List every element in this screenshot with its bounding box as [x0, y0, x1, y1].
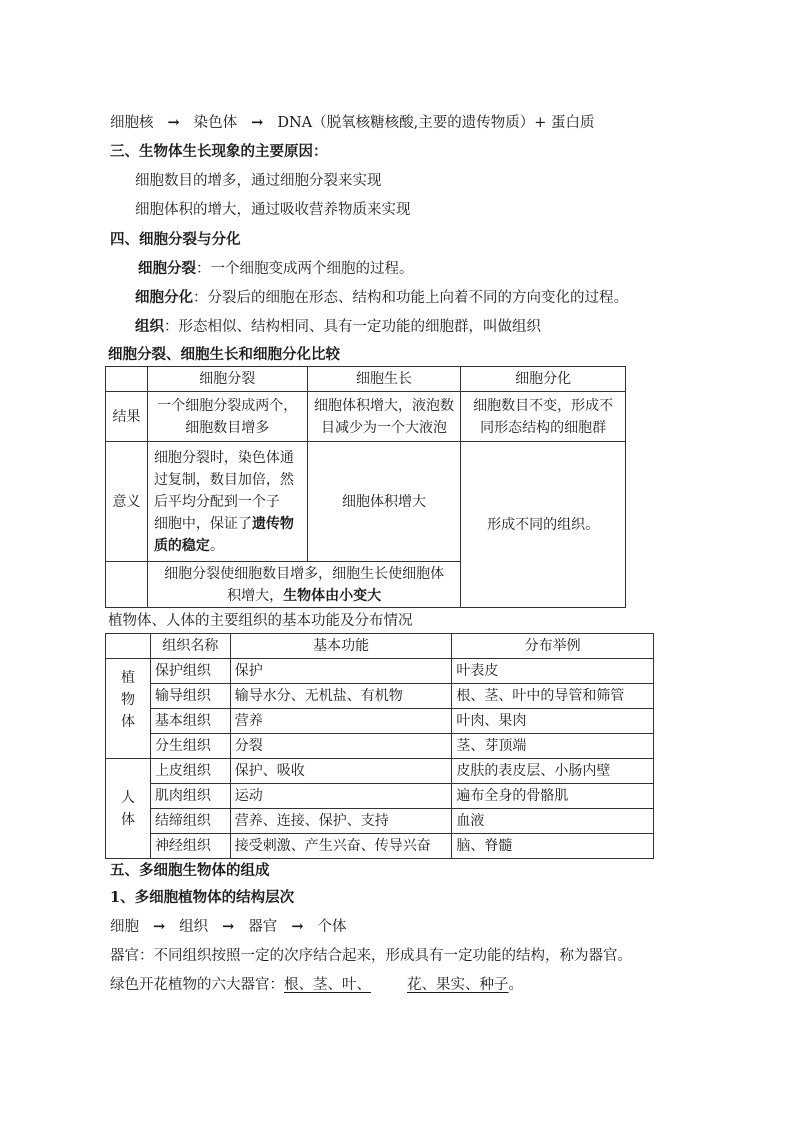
chain-organ: 器官	[248, 919, 278, 935]
six-organs	[110, 975, 523, 995]
chain-chromosome: 染色体	[193, 115, 238, 131]
tissue-function: 运动	[230, 784, 452, 809]
tissue-distribution: 血液	[452, 809, 654, 834]
label-char: 体	[120, 811, 135, 828]
heading-3: 三、生物体生长现象的主要原因：	[110, 143, 328, 160]
organs-vegetative: 根、茎、叶、	[284, 977, 371, 993]
header-distribution: 分布举例	[452, 634, 654, 659]
label-char: 植	[120, 670, 135, 686]
row-label-meaning: 意义	[106, 442, 148, 562]
label-char: 体	[120, 714, 135, 730]
header-function: 基本功能	[230, 634, 452, 659]
cell-meaning-differentiation: 形成不同的组织。	[461, 442, 626, 608]
header-division: 细胞分裂	[147, 367, 307, 392]
cell-line: 细胞数目不变，形成不	[473, 397, 614, 414]
cell-meaning-division	[147, 442, 307, 562]
cell-text: 细胞中，保证了	[153, 515, 252, 532]
tissue-distribution: 茎、芽顶端	[452, 734, 654, 759]
definition-organ: 器官：不同组织按照一定的次序结合起来，形成具有一定功能的结构，称为器官。	[110, 948, 632, 964]
arrow-icon: →	[222, 918, 235, 935]
tissue-name: 上皮组织	[150, 759, 230, 784]
cell-result-division	[147, 392, 307, 442]
cell-result-growth	[307, 392, 461, 442]
label-char: 人	[120, 789, 135, 806]
human-group-label	[106, 759, 151, 859]
tissue-function: 营养、连接、保护、支持	[230, 809, 452, 834]
heading-4: 四、细胞分裂与分化	[110, 231, 241, 248]
comparison-table	[105, 366, 626, 608]
cell-text: 积增大，	[227, 587, 284, 604]
term-division: 细胞分裂	[138, 260, 196, 277]
tissue-name: 神经组织	[150, 834, 230, 859]
chain-nucleus: 细胞核	[110, 115, 154, 131]
header-growth: 细胞生长	[307, 367, 461, 392]
header-tissue-name: 组织名称	[150, 634, 230, 659]
tissue-function: 营养	[230, 709, 452, 734]
tissue-distribution: 根、茎、叶中的导管和筛管	[452, 684, 654, 709]
tissue-distribution: 叶肉、果肉	[452, 709, 654, 734]
plant-group-label	[106, 659, 151, 759]
cell-blank	[106, 562, 148, 608]
cell-result-differentiation	[461, 392, 626, 442]
chain-cell: 细胞	[110, 919, 139, 935]
label-char: 物	[120, 692, 135, 708]
header-blank	[106, 367, 148, 392]
cell-line: 一个细胞分裂成两个，	[157, 397, 298, 414]
tissue-function: 输导水分、无机盐、有机物	[230, 684, 452, 709]
growth-reason-1: 细胞数目的增多，通过细胞分裂来实现	[135, 173, 382, 189]
cell-line: 细胞分裂使细胞数目增多，细胞生长使细胞体	[164, 565, 445, 582]
definition-differentiation-text: ：分裂后的细胞在形态、结构和功能上向着不同的方向变化的过程。	[193, 290, 628, 306]
comparison-title: 细胞分裂、细胞生长和细胞分化比较	[108, 346, 340, 363]
cell-text: 。	[209, 537, 224, 554]
cell-meaning-growth: 细胞体积增大	[307, 442, 461, 562]
definition-differentiation	[135, 288, 628, 308]
definition-division	[138, 259, 414, 279]
arrow-icon: →	[167, 114, 180, 131]
six-organs-prefix: 绿色开花植物的六大器官：	[110, 977, 284, 993]
cell-text-bold: 质的稳定	[153, 537, 210, 554]
cell-line: 细胞体积增大，液泡数	[313, 397, 454, 414]
definition-tissue-text: ：形态相似、结构相同、具有一定功能的细胞群，叫做组织	[164, 319, 541, 335]
definition-tissue	[135, 317, 541, 337]
tissue-name: 保护组织	[150, 659, 230, 684]
tissue-table	[105, 633, 654, 859]
six-organs-end: 。	[508, 977, 523, 993]
heading-5-1: 1、多细胞植物体的结构层次	[110, 889, 295, 906]
cell-line: 目减少为一个大液泡	[320, 419, 447, 436]
term-tissue: 组织	[135, 318, 164, 335]
tissue-distribution: 皮肤的表皮层、小肠内壁	[452, 759, 654, 784]
definition-division-text: ：一个细胞变成两个细胞的过程。	[196, 261, 414, 277]
cell-line: 同形态结构的细胞群	[480, 419, 607, 436]
heading-5: 五、多细胞生物体的组成	[110, 862, 270, 879]
arrow-icon: →	[153, 918, 166, 935]
cell-line: 细胞分裂时，染色体通	[153, 449, 294, 466]
tissue-distribution: 遍布全身的骨骼肌	[452, 784, 654, 809]
chain-nucleus-line	[110, 113, 594, 133]
chain-dna: DNA（脱氧核糖核酸,主要的遗传物质）+ 蛋白质	[277, 115, 595, 131]
tissue-function: 保护	[230, 659, 452, 684]
cell-line	[152, 585, 456, 607]
chain-tissue: 组织	[179, 919, 209, 935]
row-label-result: 结果	[106, 392, 148, 442]
tissue-distribution: 叶表皮	[452, 659, 654, 684]
tissue-table-title: 植物体、人体的主要组织的基本功能及分布情况	[108, 613, 413, 629]
cell-text-bold: 遗传物	[251, 515, 294, 532]
tissue-name: 基本组织	[150, 709, 230, 734]
tissue-function: 保护、吸收	[230, 759, 452, 784]
cell-text-bold: 生物体由小变大	[283, 587, 382, 604]
header-blank	[106, 634, 151, 659]
cell-line: 过复制，数目加倍，然	[153, 471, 294, 488]
tissue-function: 分裂	[230, 734, 452, 759]
term-differentiation: 细胞分化	[135, 289, 193, 306]
header-differentiation: 细胞分化	[461, 367, 626, 392]
cell-line	[154, 513, 303, 535]
tissue-name: 分生组织	[150, 734, 230, 759]
growth-reason-2: 细胞体积的增大，通过吸收营养物质来实现	[135, 202, 411, 218]
cell-meaning-combined	[147, 562, 460, 608]
tissue-function: 接受刺激、产生兴奋、传导兴奋	[230, 834, 452, 859]
chain-individual: 个体	[317, 919, 347, 935]
structure-chain	[110, 917, 346, 937]
tissue-name: 结缔组织	[150, 809, 230, 834]
tissue-name: 肌肉组织	[150, 784, 230, 809]
tissue-distribution: 脑、脊髓	[452, 834, 654, 859]
cell-line: 后平均分配到一个子	[153, 493, 280, 510]
cell-line	[154, 535, 303, 557]
tissue-name: 输导组织	[150, 684, 230, 709]
arrow-icon: →	[291, 918, 304, 935]
arrow-icon: →	[251, 114, 264, 131]
cell-line: 细胞数目增多	[185, 419, 270, 436]
organs-reproductive: 花、果实、种子	[407, 977, 509, 993]
